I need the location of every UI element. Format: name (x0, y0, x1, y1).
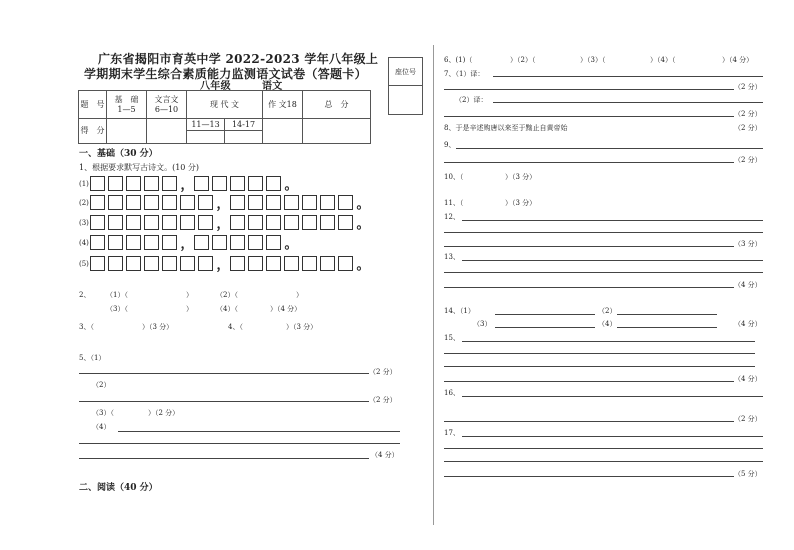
character-box[interactable] (194, 235, 209, 250)
q5-3-close: ）（2 分） (148, 409, 180, 417)
q2-1: （1）（ (106, 291, 128, 299)
q17-answer-line-1[interactable] (462, 436, 763, 437)
character-box[interactable] (162, 176, 177, 191)
exam-title-line1: 广东省揭阳市育英中学 2022-2023 学年八年级上 (98, 52, 379, 66)
q2-3-close: ） (186, 305, 193, 313)
modern-sub1: 11—13 (187, 119, 225, 131)
character-box[interactable] (108, 215, 123, 230)
character-box[interactable] (230, 195, 245, 210)
q14-4-label: （4） (598, 320, 617, 328)
character-box[interactable] (248, 235, 263, 250)
character-box[interactable] (320, 215, 335, 230)
punctuation-mark: ， (216, 217, 230, 232)
punctuation-mark: ， (216, 197, 230, 212)
character-box[interactable] (126, 195, 141, 210)
character-box[interactable] (338, 256, 353, 271)
character-box[interactable] (302, 215, 317, 230)
basics-header (107, 91, 147, 119)
q14-score: （4 分） (734, 320, 762, 328)
q9-label: 9、 (444, 141, 456, 149)
column-divider (433, 45, 434, 525)
q6-close2: ）（3）（ (580, 56, 606, 64)
classical-title: 文言文 (154, 94, 179, 104)
poem-row (79, 193, 370, 212)
q2-3: （3）（ (106, 305, 128, 313)
character-box[interactable] (144, 195, 159, 210)
character-box[interactable] (108, 256, 123, 271)
q16-answer-line-2[interactable] (444, 421, 734, 422)
punctuation-mark: ， (180, 237, 194, 252)
modern-sub2: 14-17 (225, 119, 263, 131)
basics-title: 基 础 (114, 94, 139, 104)
character-box[interactable] (126, 235, 141, 250)
q16-label: 16、 (444, 389, 460, 397)
character-box[interactable] (108, 176, 123, 191)
character-box[interactable] (162, 195, 177, 210)
q3-label: 3、（ (79, 323, 94, 331)
character-box[interactable] (126, 215, 141, 230)
modern-score-cell-1[interactable] (187, 131, 225, 144)
q11-close: ）（3 分） (505, 199, 537, 207)
character-box[interactable] (198, 256, 213, 271)
character-box[interactable] (108, 195, 123, 210)
q7-2-answer-line-1[interactable] (493, 102, 763, 103)
q4-label: 4、（ (228, 323, 243, 331)
q7-2-label: （2）译： (455, 96, 488, 104)
character-box[interactable] (320, 256, 335, 271)
character-box[interactable] (162, 256, 177, 271)
character-box[interactable] (144, 235, 159, 250)
character-box[interactable] (266, 176, 281, 191)
character-box[interactable] (126, 176, 141, 191)
q17-answer-line-4[interactable] (444, 476, 734, 477)
character-box[interactable] (320, 195, 335, 210)
character-box[interactable] (180, 256, 195, 271)
character-box[interactable] (90, 215, 105, 230)
score-label: 得 分 (79, 119, 107, 144)
character-box[interactable] (162, 235, 177, 250)
character-box[interactable] (248, 215, 263, 230)
item-number-label: 题 号 (79, 91, 107, 119)
q2-4-close: ）（4 分） (270, 305, 302, 313)
q14-4-answer-line[interactable] (617, 327, 717, 328)
q15-label: 15、 (444, 334, 460, 342)
grade-label: 八年级 (200, 81, 231, 92)
character-box[interactable] (266, 215, 281, 230)
q3-close: ）（3 分） (142, 323, 174, 331)
classical-range: 6—10 (154, 104, 179, 114)
character-box[interactable] (90, 235, 105, 250)
q15-score: （4 分） (734, 375, 762, 383)
q1-intro: 1、根据要求默写古诗文。(10 分) (79, 163, 200, 172)
q5-label: 5、（1） (79, 354, 106, 362)
character-box[interactable] (126, 256, 141, 271)
modern-header: 现 代 文 (187, 91, 263, 119)
q9-score: （2 分） (734, 156, 762, 164)
character-box[interactable] (230, 235, 245, 250)
q5-4-answer-line-3[interactable] (79, 458, 369, 459)
q16-answer-line-1[interactable] (462, 396, 763, 397)
q15-answer-line-3[interactable] (444, 366, 755, 367)
character-box[interactable] (248, 195, 263, 210)
q14-3-answer-line[interactable] (495, 327, 595, 328)
punctuation-mark: 。 (356, 197, 370, 212)
q12-answer-line-3[interactable] (444, 246, 734, 247)
character-box[interactable] (198, 195, 213, 210)
character-box[interactable] (230, 176, 245, 191)
section2-heading: 二、阅读（40 分） (79, 483, 158, 493)
basics-range: 1—5 (117, 104, 136, 114)
q14-2-answer-line[interactable] (617, 314, 717, 315)
character-box[interactable] (266, 256, 281, 271)
classical-header (147, 91, 187, 119)
q16-score: （2 分） (734, 415, 762, 423)
section1-heading: 一、基础（30 分） (79, 149, 158, 159)
q13-label: 13、 (444, 253, 460, 261)
punctuation-mark: 。 (356, 258, 370, 273)
q7-1-score: （2 分） (734, 83, 762, 91)
q7-1-label: 7、（1）译： (444, 70, 485, 78)
modern-score-cell-2[interactable] (225, 131, 263, 144)
q15-answer-line-1[interactable] (462, 341, 755, 342)
character-box[interactable] (248, 256, 263, 271)
character-box[interactable] (180, 215, 195, 230)
character-box[interactable] (302, 195, 317, 210)
character-box[interactable] (284, 195, 299, 210)
q7-2-score: （2 分） (734, 110, 762, 118)
poem-row-label: (5) (79, 259, 89, 268)
q17-answer-line-2[interactable] (444, 448, 763, 449)
score-table (78, 90, 371, 144)
poem-row (79, 213, 370, 232)
q14-1-answer-line[interactable] (495, 314, 595, 315)
character-box[interactable] (144, 176, 159, 191)
character-box[interactable] (302, 256, 317, 271)
character-box[interactable] (90, 176, 105, 191)
character-box[interactable] (284, 256, 299, 271)
total-score-cell[interactable] (303, 119, 371, 144)
character-box[interactable] (284, 215, 299, 230)
character-box[interactable] (180, 195, 195, 210)
character-box[interactable] (162, 215, 177, 230)
q5-3-label: （3）（ (92, 409, 114, 417)
q14-3-label: （3） (473, 320, 492, 328)
punctuation-mark: 。 (284, 237, 298, 252)
q2-4: （4）（ (216, 305, 238, 313)
q6-label: 6、(1)（ (444, 56, 473, 64)
character-box[interactable] (212, 176, 227, 191)
character-box[interactable] (144, 256, 159, 271)
punctuation-mark: ， (180, 178, 194, 193)
q13-score: （4 分） (734, 281, 762, 289)
poem-row (79, 233, 298, 252)
character-box[interactable] (212, 235, 227, 250)
q9-answer-line-2[interactable] (444, 162, 734, 163)
character-box[interactable] (230, 215, 245, 230)
punctuation-mark: ， (216, 258, 230, 273)
character-box[interactable] (198, 215, 213, 230)
character-box[interactable] (338, 215, 353, 230)
q11-label: 11、（ (444, 199, 464, 207)
q6-close1: ）（2）（ (510, 56, 536, 64)
q12-label: 12、 (444, 213, 460, 221)
q2-2-close: ） (296, 291, 303, 299)
q2-label: 2、 (79, 291, 91, 299)
q13-answer-line-2[interactable] (444, 272, 763, 273)
essay-score-cell[interactable] (263, 119, 303, 144)
q5-2-score: （2 分） (369, 396, 397, 404)
poem-row (79, 174, 298, 193)
q2-1-close: ） (186, 291, 193, 299)
q17-score: （5 分） (734, 470, 762, 478)
q6-close4: ）（4 分） (722, 56, 754, 64)
q15-answer-line-2[interactable] (444, 353, 755, 354)
punctuation-mark: 。 (284, 178, 298, 193)
poem-row-label: (2) (79, 198, 89, 207)
character-box[interactable] (266, 235, 281, 250)
character-box[interactable] (90, 195, 105, 210)
q5-4-label: （4） (92, 423, 111, 431)
character-box[interactable] (90, 256, 105, 271)
q7-2-answer-line-2[interactable] (444, 116, 734, 117)
q14-1-label: 14、（1） (444, 307, 475, 315)
q17-label: 17、 (444, 429, 460, 437)
poem-row-label: (1) (79, 179, 89, 188)
q5-2-answer-line[interactable] (79, 401, 369, 402)
q8-label: 8、于是辛述购唐以来至于黜止自黄帝始 (444, 124, 568, 132)
q17-answer-line-3[interactable] (444, 461, 763, 462)
total-header: 总 分 (303, 91, 371, 119)
exam-title-line2: 学期期末学生综合素质能力监测语文试卷（答题卡） (84, 67, 367, 81)
subject-label: 语文 (262, 81, 283, 92)
q5-4-answer-line-2[interactable] (79, 443, 400, 444)
q14-2-label: （2） (598, 307, 617, 315)
character-box[interactable] (108, 235, 123, 250)
q13-answer-line-3[interactable] (444, 287, 734, 288)
q5-1-answer-line[interactable] (79, 373, 369, 374)
character-box[interactable] (338, 195, 353, 210)
q5-1-score: （2 分） (369, 368, 397, 376)
q10-label: 10、（ (444, 173, 464, 181)
punctuation-mark: 。 (356, 217, 370, 232)
q7-1-answer-line-1[interactable] (493, 76, 763, 77)
character-box[interactable] (248, 176, 263, 191)
poem-row (79, 254, 370, 273)
q8-score: （2 分） (734, 124, 762, 132)
classical-score-cell[interactable] (147, 119, 187, 144)
q4-close: ）（3 分） (286, 323, 318, 331)
character-box[interactable] (266, 195, 281, 210)
q5-2-label: （2） (92, 381, 111, 389)
q9-answer-line-1[interactable] (456, 148, 763, 149)
poem-row-label: (3) (79, 218, 89, 227)
basics-score-cell[interactable] (107, 119, 147, 144)
seat-number-box[interactable] (388, 57, 423, 115)
q5-4-answer-line-1[interactable] (118, 431, 400, 432)
q13-answer-line-1[interactable] (462, 260, 763, 261)
q15-answer-line-4[interactable] (444, 381, 734, 382)
poem-row-label: (4) (79, 238, 89, 247)
q12-answer-line-2[interactable] (444, 232, 763, 233)
q10-close: ）（3 分） (505, 173, 537, 181)
character-box[interactable] (144, 215, 159, 230)
q5-4-score: （4 分） (371, 451, 399, 459)
character-box[interactable] (194, 176, 209, 191)
q7-1-answer-line-2[interactable] (444, 89, 734, 90)
essay-header: 作 文18 (263, 91, 303, 119)
character-box[interactable] (230, 256, 245, 271)
q6-close3: ）（4）（ (650, 56, 676, 64)
q12-score: （3 分） (734, 240, 762, 248)
q12-answer-line-1[interactable] (462, 220, 763, 221)
seat-number-label: 座位号 (389, 58, 422, 86)
q2-2: （2）（ (216, 291, 238, 299)
